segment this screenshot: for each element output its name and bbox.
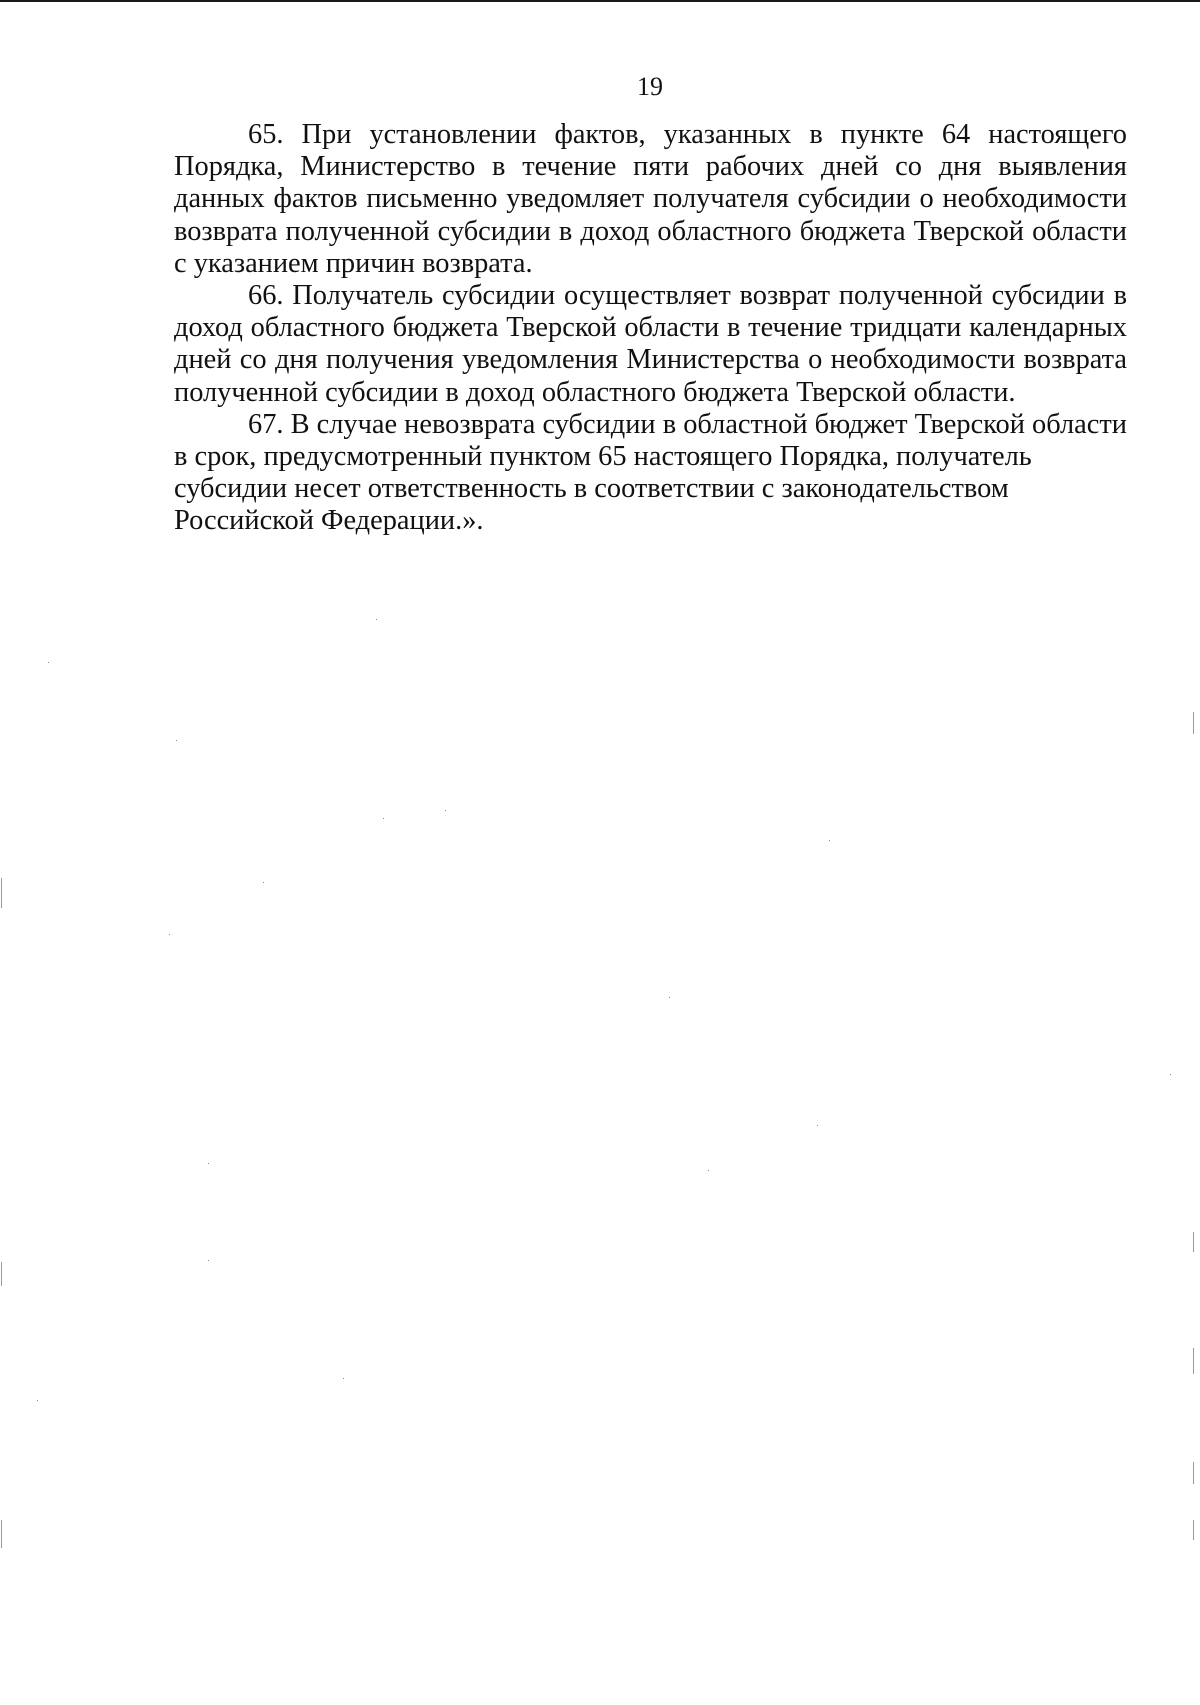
scan-speck bbox=[376, 619, 377, 620]
scan-edge-mark bbox=[1, 1262, 2, 1286]
scan-edge-mark bbox=[1193, 1462, 1194, 1484]
scan-speck bbox=[169, 934, 170, 935]
scan-edge-mark bbox=[1193, 1348, 1194, 1374]
document-body bbox=[174, 119, 1127, 538]
page-number: 19 bbox=[637, 72, 663, 101]
scan-edge-mark bbox=[1193, 1520, 1194, 1540]
scan-speck bbox=[176, 740, 177, 741]
scan-speck bbox=[37, 1400, 38, 1401]
scan-speck bbox=[1170, 1074, 1171, 1075]
scan-speck bbox=[829, 840, 830, 841]
paragraph-65: 65. При установлении фактов, указанных в пункте 64 настоящего Порядка, Министерство в течение пяти рабочих дней со дня выявления данных фактов письменно уведомляет получателя субсидии о необходимости возврата полученной субсидии в доход областного бюджета Тверской области с указанием причин возврата. bbox=[174, 119, 1127, 279]
paragraph-67: 67. В случае невозврата субсидии в областной бюджет Тверской области в срок, предусмотренный пунктом 65 настоящего Порядка, получатель субсидии несет ответственность в соответствии с законодательством Российской Федерации.». bbox=[174, 408, 1127, 537]
scan-speck bbox=[208, 1163, 209, 1164]
scan-speck bbox=[708, 1170, 709, 1171]
scan-speck bbox=[445, 810, 446, 811]
scan-edge-mark bbox=[1193, 1232, 1194, 1252]
scan-edge-mark bbox=[1, 878, 2, 908]
scan-edge-mark bbox=[1, 1520, 2, 1548]
scan-speck bbox=[343, 1378, 344, 1379]
scan-speck bbox=[383, 818, 384, 819]
scan-speck bbox=[669, 997, 670, 998]
scan-speck bbox=[263, 882, 264, 883]
scan-edge-mark bbox=[1193, 712, 1194, 734]
scan-speck bbox=[48, 662, 49, 663]
page-top-border bbox=[0, 0, 1200, 2]
scan-speck bbox=[208, 1260, 209, 1261]
paragraph-66: 66. Получатель субсидии осуществляет возврат полученной субсидии в доход областного бюджета Тверской области в течение тридцати календарных дней со дня получения уведомления Министерства о необходимости возврата полученной субсидии в доход областного бюджета Тверской области. bbox=[174, 280, 1127, 408]
scan-speck bbox=[817, 1125, 818, 1126]
